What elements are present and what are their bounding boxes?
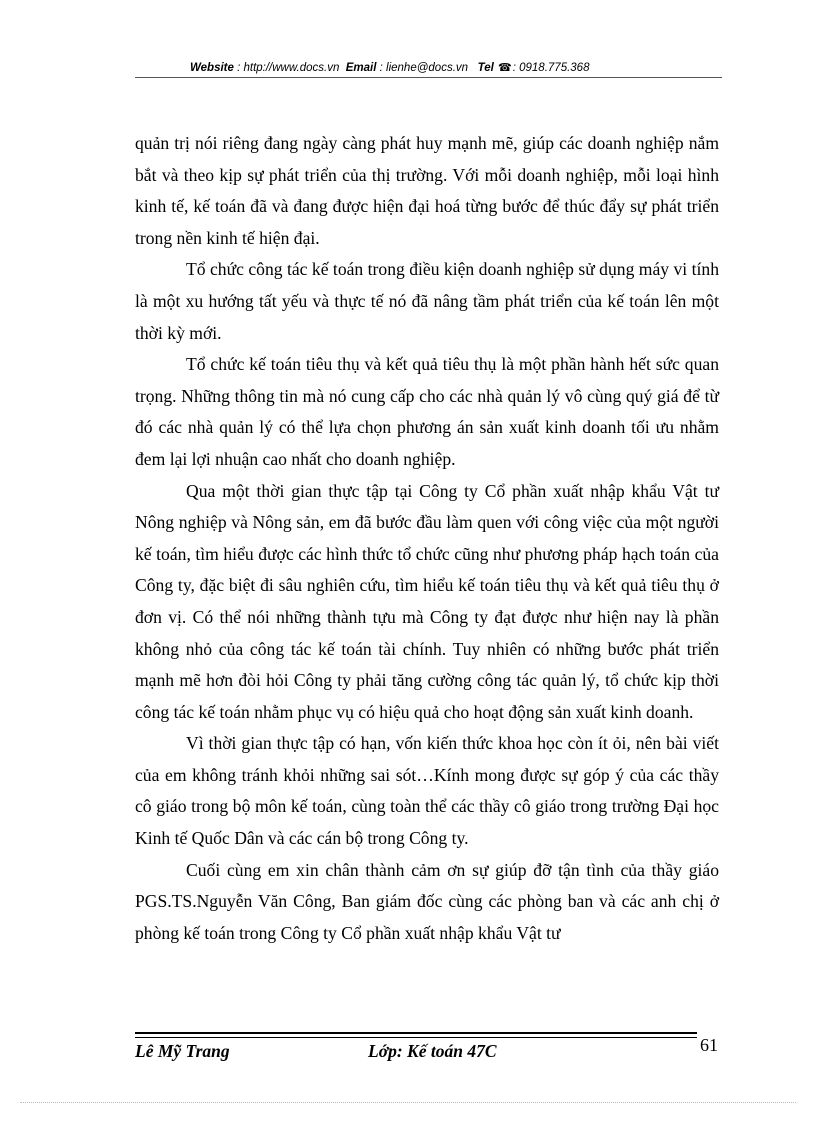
email-value[interactable]: : lienhe@docs.vn	[379, 62, 469, 74]
header-divider	[135, 77, 722, 78]
paragraph: Qua một thời gian thực tập tại Công ty Cổ phần xuất nhập khẩu Vật tư Nông nghiệp và Nông sản, em đã bước đầu làm quen với công việc của một người kế toán, tìm hiểu được các hình thức tổ chức cũng như phương pháp hạch toán của Công ty, đặc biệt đi sâu nghiên cứu, tìm hiểu kế toán tiêu thụ và kết quả tiêu thụ ở đơn vị. Có thể nói những thành tựu mà Công ty đạt được như hiện nay là phần không nhỏ của công tác kế toán tài chính. Tuy nhiên có những bước phát triển mạnh mẽ hơn đòi hỏi Công ty phải tăng cường công tác quản lý, tổ chức kịp thời công tác kế toán nhằm phục vụ có hiệu quả cho hoạt động sản xuất kinh doanh.	[135, 480, 719, 722]
page-header	[135, 59, 722, 79]
footer-author: Lê Mỹ Trang	[135, 1041, 230, 1061]
header-contact-line	[190, 61, 589, 74]
website-value[interactable]: : http://www.docs.vn	[237, 62, 340, 74]
paragraph: Tổ chức kế toán tiêu thụ và kết quả tiêu thụ là một phần hành hết sức quan trọng. Những thông tin mà nó cung cấp cho các nhà quản lý vô cùng quý giá để từ đó các nhà quản lý có thể lựa chọn phương án sản xuất kinh doanh tối ưu nhằm đem lại lợi nhuận cao nhất cho doanh nghiệp.	[135, 354, 719, 469]
paragraph: Tổ chức công tác kế toán trong điều kiện doanh nghiệp sử dụng máy vi tính là một xu hướng tất yếu và thực tế nó đã nâng tầm phát triển của kế toán lên một thời kỳ mới.	[135, 259, 719, 343]
footer-divider-thin	[135, 1037, 697, 1038]
website-label: Website	[190, 62, 234, 74]
footer-divider-thick	[135, 1032, 697, 1034]
tel-label: Tel	[477, 62, 494, 74]
email-label: Email	[345, 62, 377, 74]
phone-icon: ☎	[498, 62, 512, 74]
paragraph: Vì thời gian thực tập có hạn, vốn kiến thức khoa học còn ít ỏi, nên bài viết của em không tránh khỏi những sai sót…Kính mong được sự góp ý của các thầy cô giáo trong bộ môn kế toán, cùng toàn thể các thầy cô giáo trong trường Đại học Kinh tế Quốc Dân và các cán bộ trong Công ty.	[135, 733, 719, 849]
document-body	[135, 128, 719, 949]
page-number: 61	[700, 1035, 718, 1055]
paragraph: quản trị nói riêng đang ngày càng phát huy mạnh mẽ, giúp các doanh nghiệp nắm bắt và theo kịp sự phát triển của thị trường. Với mỗi doanh nghiệp, mỗi loại hình kinh tế, kế toán đã và đang được hiện đại hoá từng bước để thúc đẩy sự phát triển trong nền kinh tế hiện đại.	[135, 133, 719, 248]
tel-value: : 0918.775.368	[512, 62, 590, 74]
page-edge-line	[20, 1102, 796, 1103]
paragraph: Cuối cùng em xin chân thành cảm ơn sự giúp đỡ tận tình của thầy giáo PGS.TS.Nguyễn Văn Công, Ban giám đốc cùng các phòng ban và các anh chị ở phòng kế toán trong Công ty Cổ phần xuất nhập khẩu Vật tư	[135, 859, 719, 943]
footer-class: Lớp: Kế toán 47C	[368, 1041, 497, 1061]
